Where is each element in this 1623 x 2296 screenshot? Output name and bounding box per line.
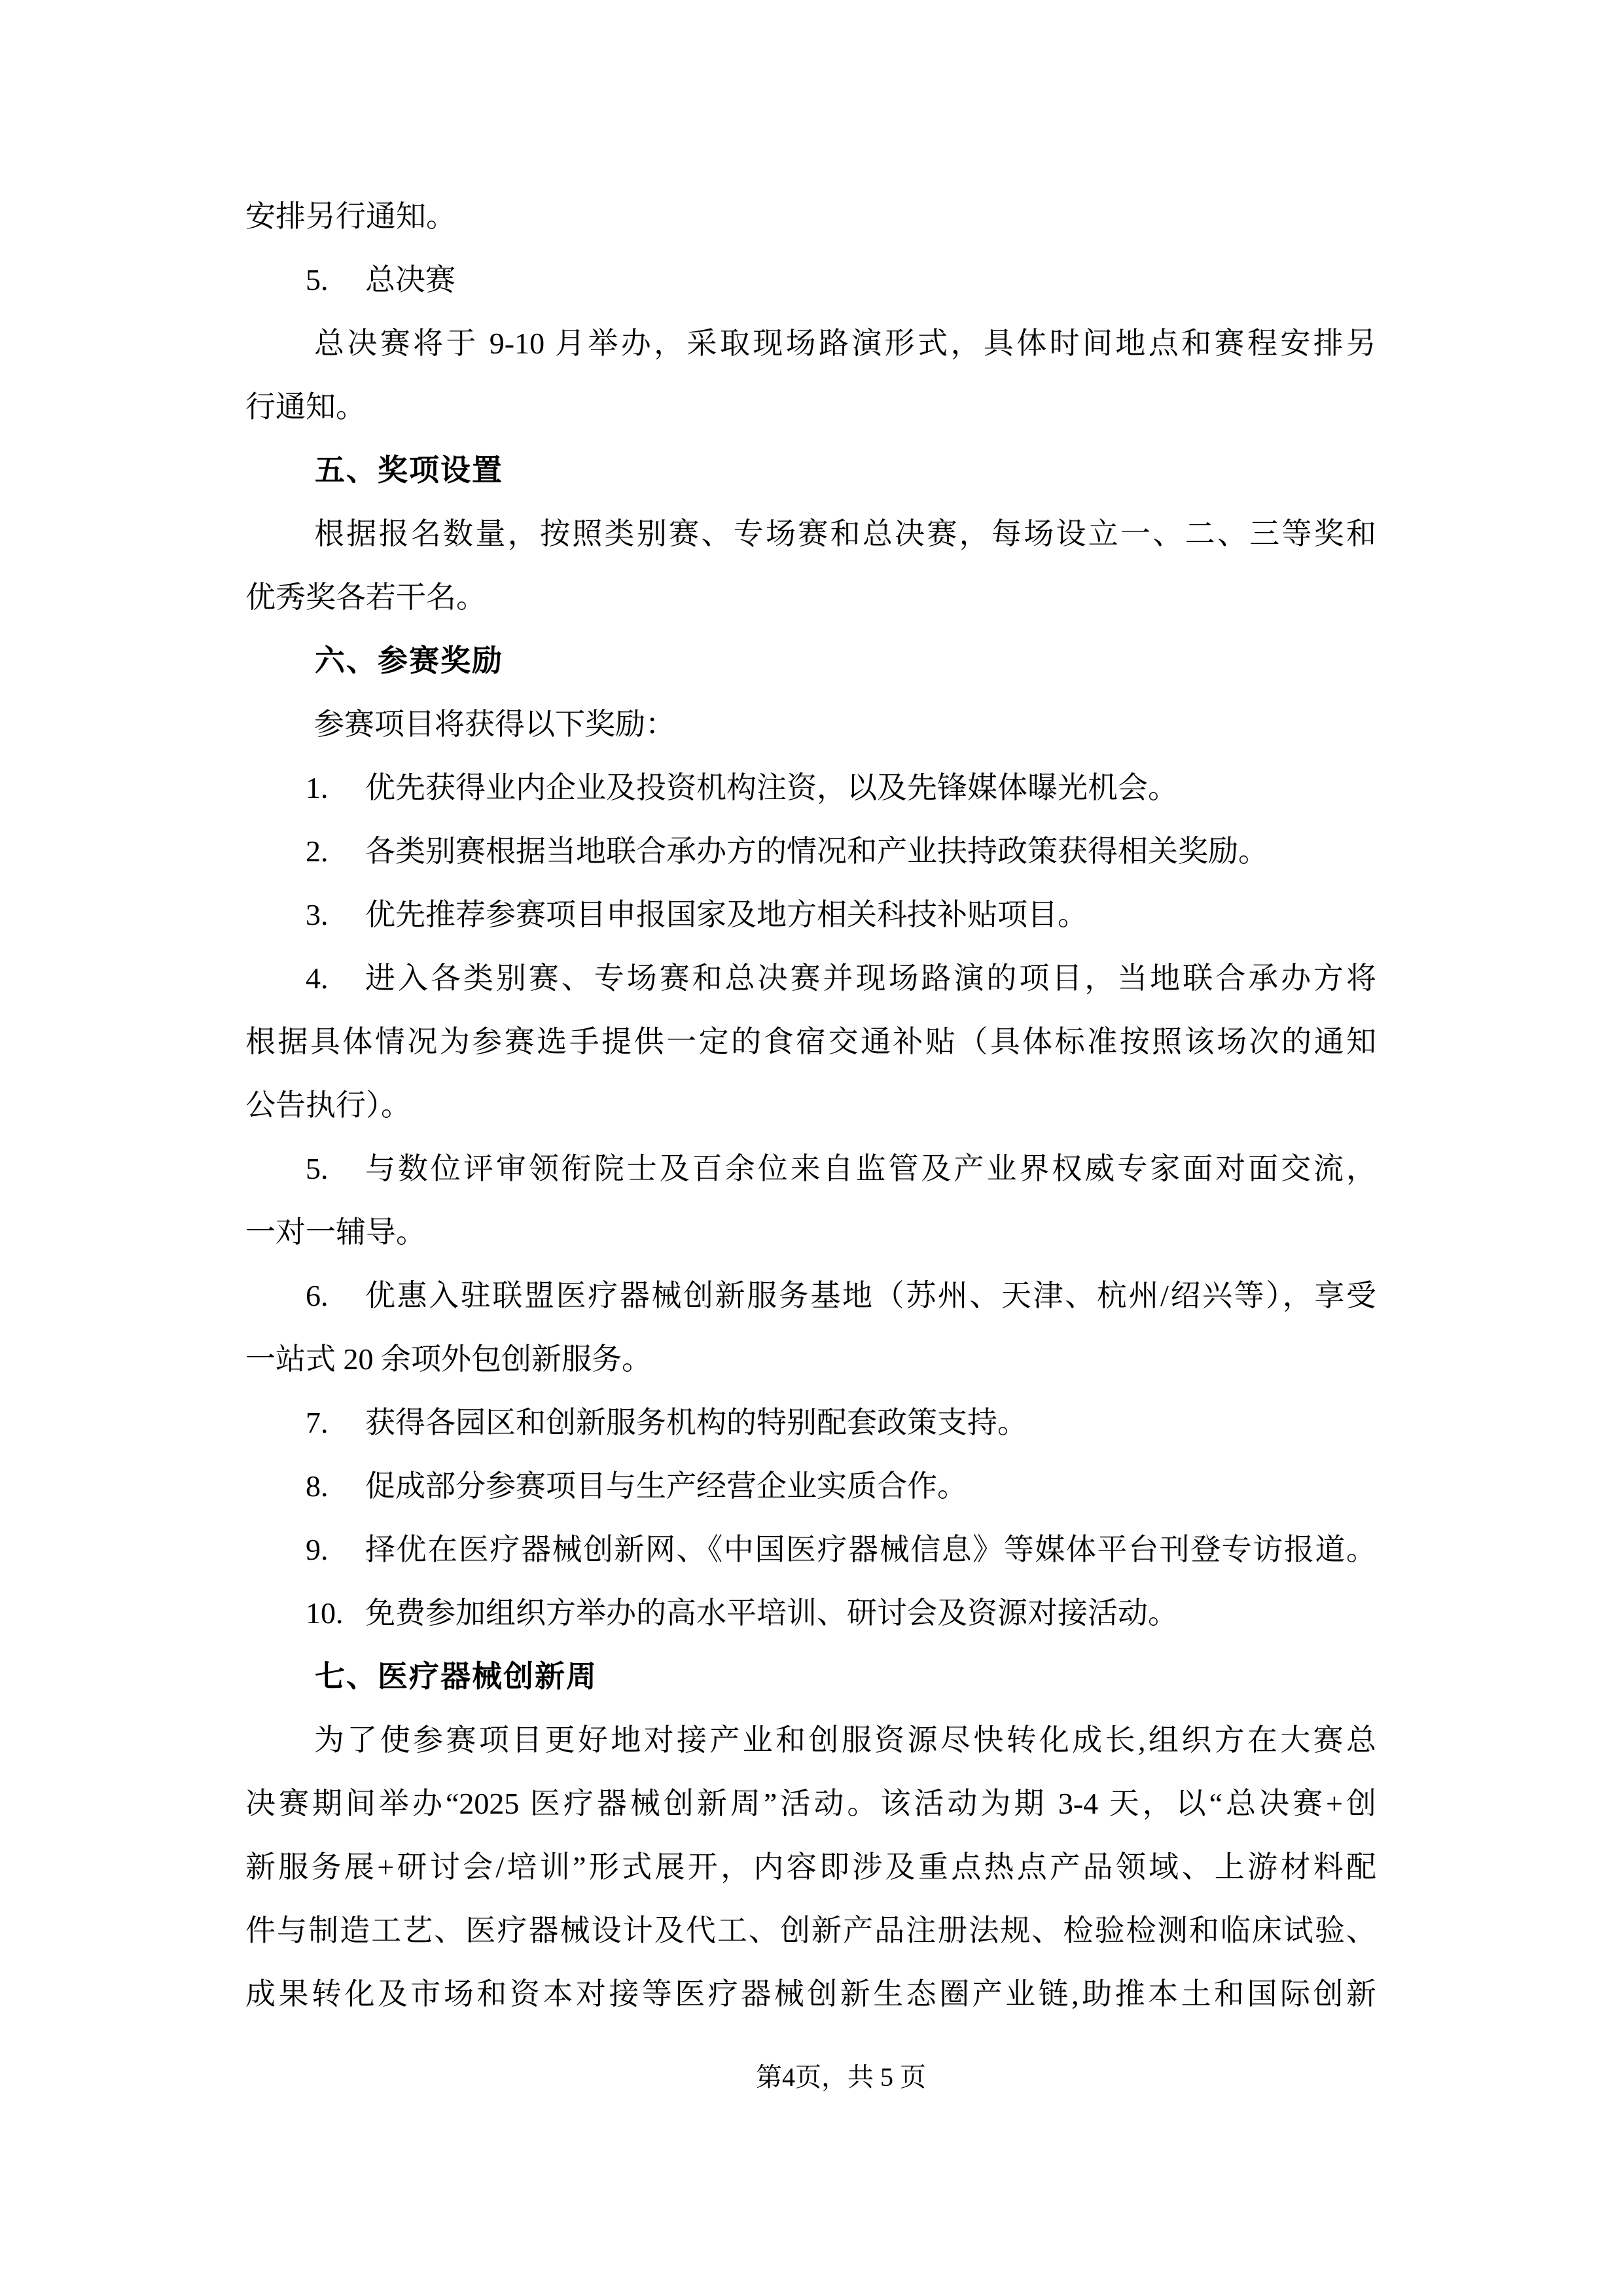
paragraph-line: 成果转化及市场和资本对接等医疗器械创新生态圈产业链,助推本土和国际创新 xyxy=(245,1977,1376,2011)
list-number: 10. xyxy=(306,1596,344,1630)
list-item-line xyxy=(245,946,1376,1010)
paragraph-line: 根据报名数量，按照类别赛、专场赛和总决赛，每场设立一、二、三等奖和 xyxy=(314,517,1376,550)
list-item-text: 各类别赛根据当地联合承办方的情况和产业扶持政策获得相关奖励。 xyxy=(365,834,1268,868)
list-item-line xyxy=(245,248,1376,312)
paragraph-line: 根据具体情况为参赛选手提供一定的食宿交通补贴（具体标准按照该场次的通知 xyxy=(245,1025,1376,1058)
list-number: 9. xyxy=(306,1533,329,1566)
list-number: 6. xyxy=(306,1279,329,1312)
list-item-text: 进入各类别赛、专场赛和总决赛并现场路演的项目，当地联合承办方将 xyxy=(365,961,1376,995)
list-item-text: 获得各园区和创新服务机构的特别配套政策支持。 xyxy=(365,1406,1027,1439)
paragraph-line: 参赛项目将获得以下奖励： xyxy=(314,708,675,741)
paragraph-line: 安排另行通知。 xyxy=(245,200,456,233)
paragraph-line: 新服务展+研讨会/培训”形式展开，内容即涉及重点热点产品领域、上游材料配 xyxy=(245,1850,1376,1884)
paragraph-line: 行通知。 xyxy=(245,390,366,423)
list-number: 1. xyxy=(306,771,329,804)
list-number: 2. xyxy=(306,834,329,868)
list-number: 8. xyxy=(306,1469,329,1503)
list-item-text: 免费参加组织方举办的高水平培训、研讨会及资源对接活动。 xyxy=(365,1596,1178,1630)
list-item-line xyxy=(245,1391,1376,1454)
list-item-text: 优先推荐参赛项目申报国家及地方相关科技补贴项目。 xyxy=(365,898,1088,931)
list-item-line xyxy=(245,1581,1376,1645)
list-number: 5. xyxy=(306,263,329,296)
list-item-line xyxy=(245,756,1376,819)
list-item-line xyxy=(245,819,1376,883)
list-number: 5. xyxy=(306,1152,329,1185)
section-heading: 七、医疗器械创新周 xyxy=(315,1659,597,1693)
document-body xyxy=(245,185,1376,2026)
paragraph-line: 为了使参赛项目更好地对接产业和创服资源尽快转化成长,组织方在大赛总 xyxy=(314,1723,1376,1757)
section-heading: 五、奖项设置 xyxy=(315,453,503,487)
list-number: 3. xyxy=(306,898,329,931)
paragraph-line: 决赛期间举办“2025 医疗器械创新周”活动。该活动为期 3-4 天，以“总决赛+创 xyxy=(245,1787,1376,1820)
list-item-line xyxy=(245,1454,1376,1518)
list-number: 4. xyxy=(306,961,329,995)
section-heading: 六、参赛奖励 xyxy=(315,643,503,677)
list-item-text: 总决赛 xyxy=(365,263,455,296)
list-item-text: 优惠入驻联盟医疗器械创新服务基地（苏州、天津、杭州/绍兴等），享受 xyxy=(365,1279,1376,1312)
list-item-line xyxy=(245,1137,1376,1200)
list-item-line xyxy=(245,883,1376,946)
paragraph-line: 件与制造工艺、医疗器械设计及代工、创新产品注册法规、检验检测和临床试验、 xyxy=(245,1914,1376,1947)
paragraph-line: 公告执行）。 xyxy=(245,1088,411,1122)
list-item-text: 择优在医疗器械创新网、《中国医疗器械信息》等媒体平台刊登专访报道。 xyxy=(365,1533,1376,1566)
list-item-text: 与数位评审领衔院士及百余位来自监管及产业界权威专家面对面交流， xyxy=(365,1152,1376,1185)
paragraph-line: 一对一辅导。 xyxy=(245,1215,426,1249)
list-item-text: 优先获得业内企业及投资机构注资，以及先锋媒体曝光机会。 xyxy=(365,771,1178,804)
paragraph-line: 优秀奖各若干名。 xyxy=(245,581,486,614)
paragraph-line: 总决赛将于 9-10 月举办，采取现场路演形式，具体时间地点和赛程安排另 xyxy=(314,327,1376,360)
list-number: 7. xyxy=(306,1406,329,1439)
paragraph-line: 一站式 20 余项外包创新服务。 xyxy=(245,1342,652,1376)
page-footer: 第4页，共 5 页 xyxy=(756,2062,926,2092)
list-item-line xyxy=(245,1264,1376,1327)
list-item-line xyxy=(245,1518,1376,1581)
list-item-text: 促成部分参赛项目与生产经营企业实质合作。 xyxy=(365,1469,967,1503)
